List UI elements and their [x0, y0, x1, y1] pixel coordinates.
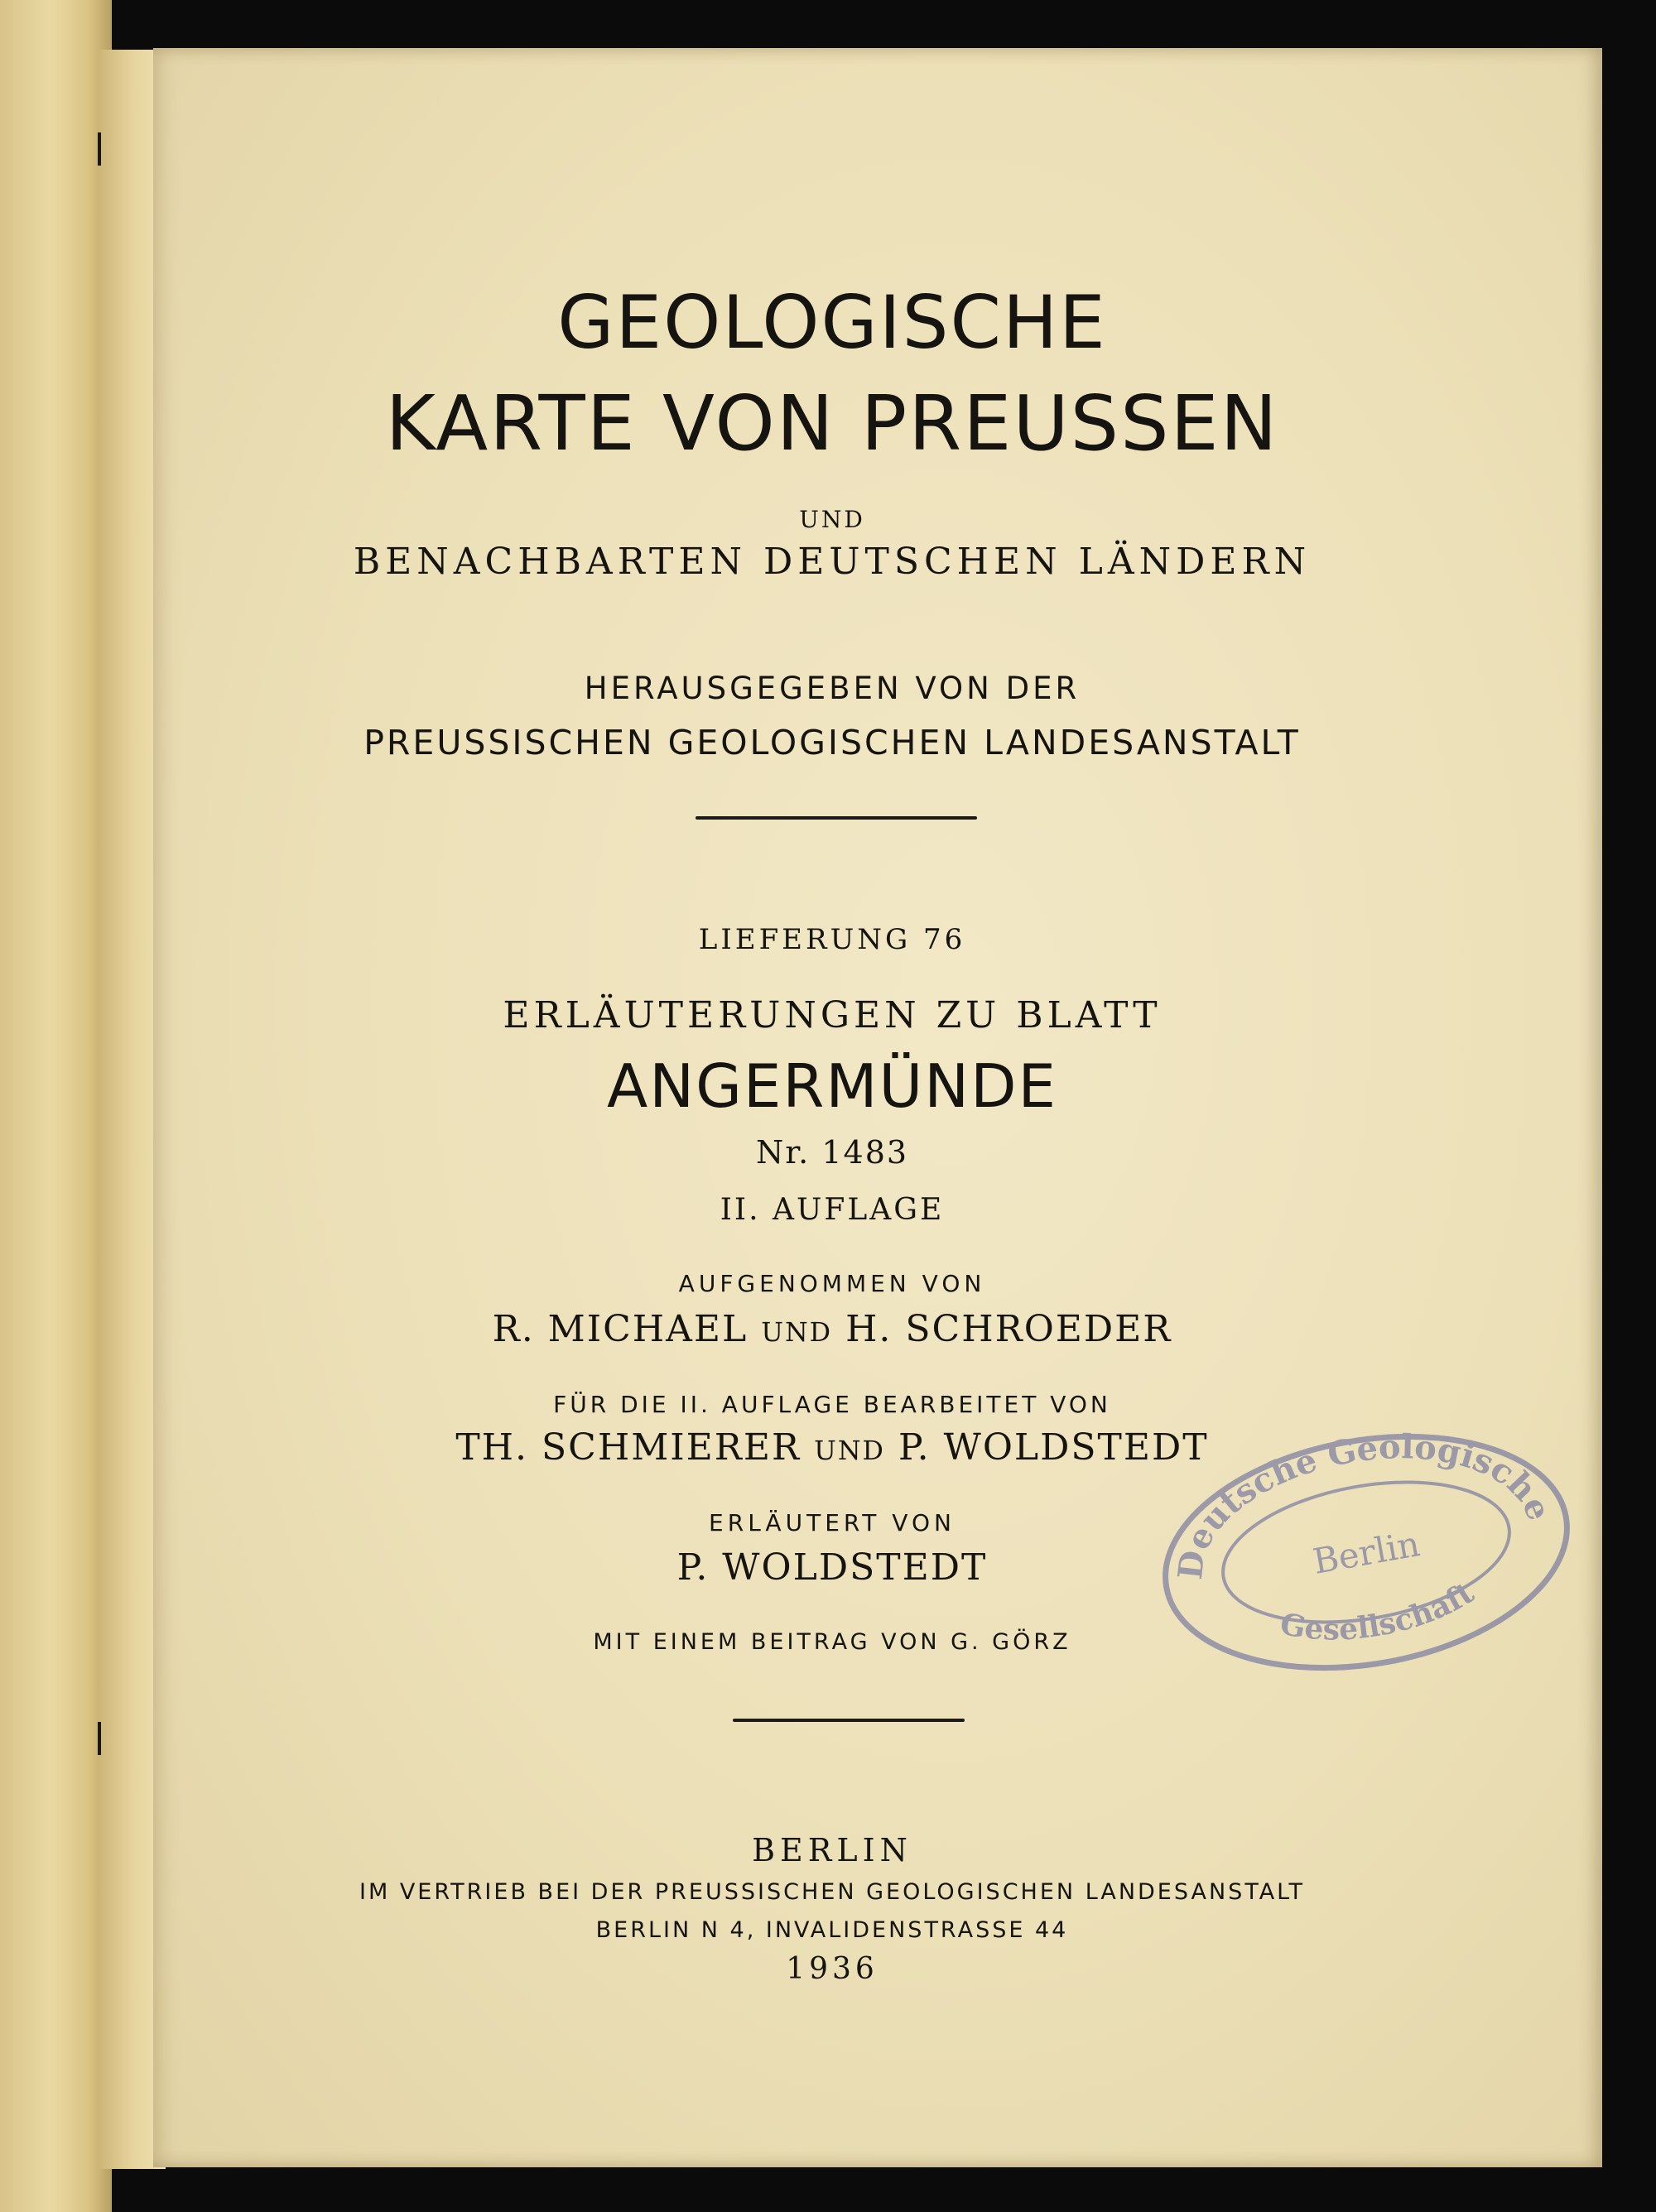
book-spine: [0, 0, 112, 2212]
subtitle: BENACHBARTEN DEUTSCHEN LÄNDERN: [353, 541, 1312, 583]
main-title-line2: KARTE VON PREUSSEN: [385, 379, 1279, 468]
divider-rule: [733, 1719, 965, 1722]
sheet-number: Nr. 1483: [755, 1134, 909, 1171]
publisher-intro: HERAUSGEGEBEN VON DER: [584, 671, 1081, 706]
reviser-b: P. WOLDSTEDT: [898, 1426, 1209, 1469]
contribution-note: MIT EINEM BEITRAG VON G. GÖRZ: [593, 1629, 1071, 1655]
stamp-text-middle: Berlin: [1309, 1523, 1423, 1582]
title-page-content: [153, 48, 1602, 2167]
main-title-line1: GEOLOGISCHE: [557, 280, 1107, 365]
revised-by-label: FÜR DIE II. AUFLAGE BEARBEITET VON: [553, 1391, 1111, 1418]
surveyors: [153, 1308, 1511, 1350]
reviser-a: TH. SCHMIERER: [455, 1426, 802, 1469]
conjunction: UND: [761, 1318, 833, 1348]
stamp-text-bottom: Gesellschaft: [1277, 1575, 1480, 1647]
distribution-note: IM VERTRIEB BEI DER PREUSSISCHEN GEOLOGISCHEN LANDESANSTALT: [359, 1879, 1305, 1905]
surveyor-a: R. MICHAEL: [492, 1308, 749, 1350]
divider-rule: [696, 816, 977, 820]
title-conjunction: UND: [799, 506, 865, 533]
conjunction: UND: [814, 1436, 885, 1466]
explainer: P. WOLDSTEDT: [676, 1546, 988, 1589]
publisher-address: BERLIN N 4, INVALIDENSTRASSE 44: [595, 1917, 1069, 1943]
publication-year: 1936: [786, 1952, 879, 1986]
edition: II. AUFLAGE: [720, 1193, 945, 1227]
sheet-name: ANGERMÜNDE: [606, 1051, 1058, 1121]
publication-place: BERLIN: [752, 1832, 912, 1868]
explained-by-label: ERLÄUTERT VON: [709, 1509, 956, 1536]
binding-mark: [98, 132, 113, 166]
publisher-name: PREUSSISCHEN GEOLOGISCHEN LANDESANSTALT: [363, 723, 1301, 762]
stamp-text-top: Deutsche Geologische: [1170, 1427, 1559, 1582]
explanations-heading: ERLÄUTERUNGEN ZU BLATT: [503, 994, 1162, 1036]
surveyed-by-label: AUFGENOMMEN VON: [678, 1270, 986, 1297]
delivery-number: LIEFERUNG 76: [698, 923, 966, 956]
binding-mark: [98, 1722, 113, 1755]
surveyor-b: H. SCHROEDER: [845, 1308, 1172, 1350]
